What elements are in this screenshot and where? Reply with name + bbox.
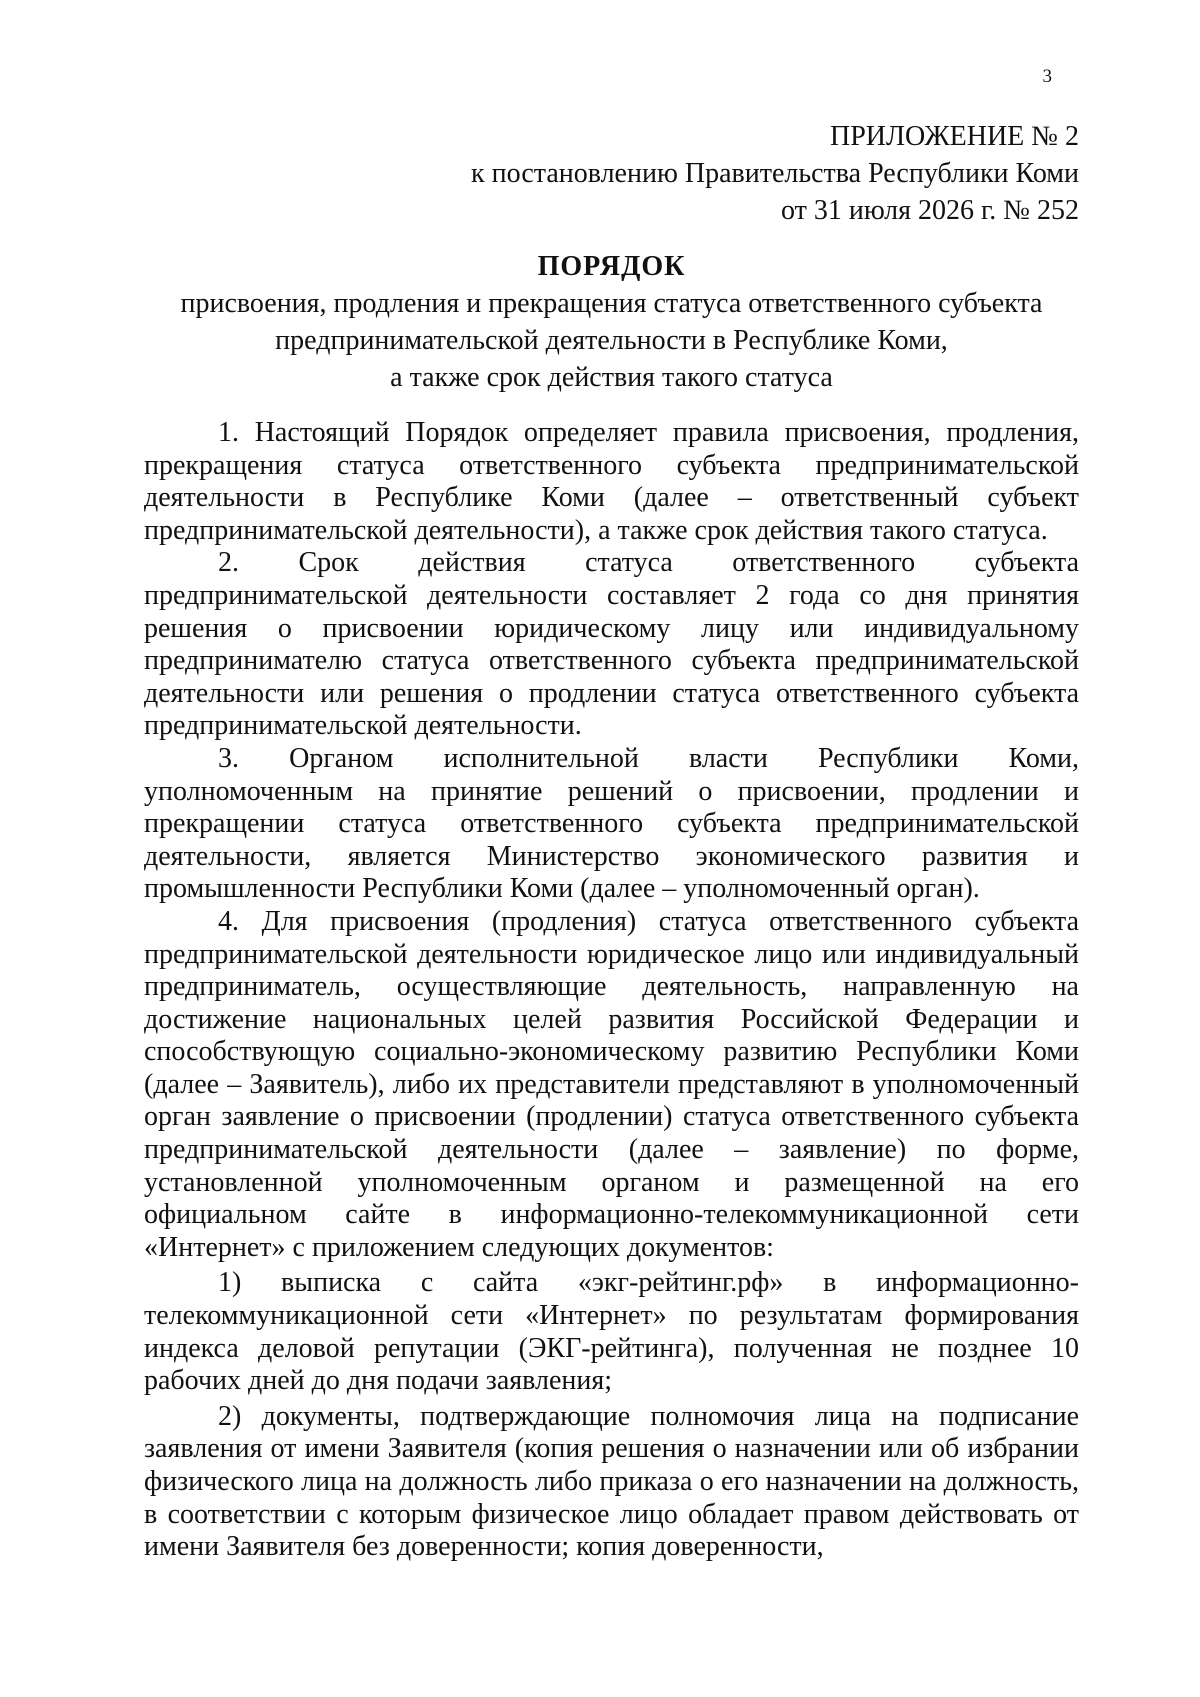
document-subtitle-line-2: предпринимательской деятельности в Республике Коми, bbox=[275, 325, 948, 356]
appendix-date: от 31 июля 2026 г. № 252 bbox=[781, 195, 1079, 226]
document-subtitle-line-3: а также срок действия такого статуса bbox=[390, 362, 833, 393]
list-item-1: 1) выписка с сайта «экг-рейтинг.рф» в информационно-телекоммуникационной сети «Интернет» по результатам формирования индекса деловой репутации (ЭКГ-рейтинга), полученная не позднее 10 рабочих дней до дня подачи заявления; bbox=[144, 1267, 1079, 1397]
appendix-number: ПРИЛОЖЕНИЕ № 2 bbox=[830, 121, 1079, 152]
appendix-header bbox=[471, 118, 1079, 229]
paragraph-1: 1. Настоящий Порядок определяет правила присвоения, продления, прекращения статуса ответственного субъекта предпринимательской деятельности в Республике Коми (далее – ответственный субъект предпринимательской деятельности), а также срок действия такого статуса. bbox=[144, 417, 1079, 546]
paragraph-3: 3. Органом исполнительной власти Республики Коми, уполномоченным на принятие решений о присвоении, продлении и прекращении статуса ответственного субъекта предпринимательской деятельности, является Министерство экономического развития и промышленности Республики Коми (далее – уполномоченный орган). bbox=[144, 742, 1079, 905]
document-body bbox=[144, 417, 1079, 1564]
page-number: 3 bbox=[1042, 66, 1052, 87]
appendix-reference: к постановлению Правительства Республики Коми bbox=[471, 158, 1079, 189]
document-subtitle-line-1: присвоения, продления и прекращения статуса ответственного субъекта bbox=[180, 288, 1043, 319]
list-item-2: 2) документы, подтверждающие полномочия лица на подписание заявления от имени Заявителя (копия решения о назначении или об избрании физического лица на должность либо приказа о его назначении на должность, в соответствии с которым физическое лицо обладает правом действовать от имени Заявителя без доверенности; копия доверенности, bbox=[144, 1400, 1079, 1563]
title-block bbox=[144, 248, 1079, 396]
document-title: ПОРЯДОК bbox=[537, 251, 686, 282]
paragraph-2: 2. Срок действия статуса ответственного субъекта предпринимательской деятельности составляет 2 года со дня принятия решения о присвоении юридическому лицу или индивидуальному предпринимателю статуса ответственного субъекта предпринимательской деятельности или решения о продлении статуса ответственного субъекта предпринимательской деятельности. bbox=[144, 547, 1079, 742]
paragraph-4: 4. Для присвоения (продления) статуса ответственного субъекта предпринимательской деятельности юридическое лицо или индивидуальный предприниматель, осуществляющие деятельность, направленную на достижение национальных целей развития Российской Федерации и способствующую социально-экономическому развитию Республики Коми (далее – Заявитель), либо их представители представляют в уполномоченный орган заявление о присвоении (продлении) статуса ответственного субъекта предпринимательской деятельности (далее – заявление) по форме, установленной уполномоченным органом и размещенной на его официальном сайте в информационно-телекоммуникационной сети «Интернет» с приложением следующих документов: bbox=[144, 905, 1079, 1263]
